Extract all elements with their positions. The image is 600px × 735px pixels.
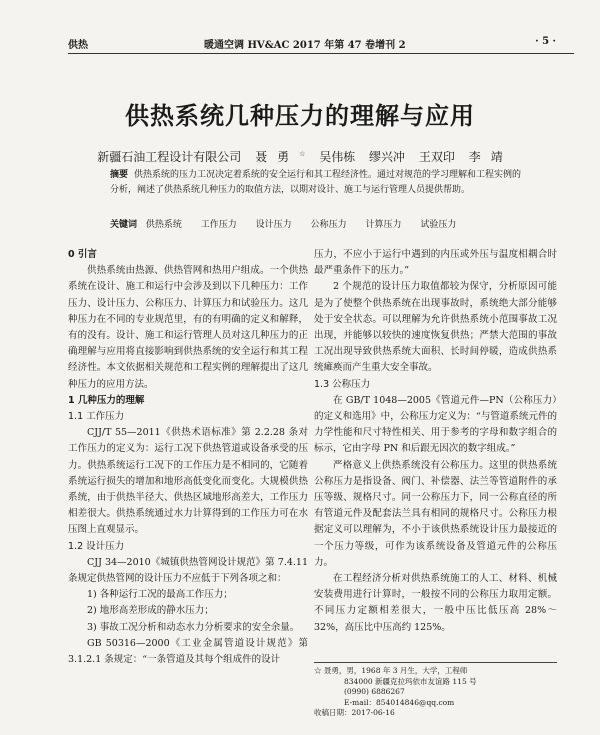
affiliation: 新疆石油工程设计有限公司 bbox=[97, 150, 242, 164]
keyword: 设计压力 bbox=[255, 220, 292, 230]
paragraph: 2 个规范的设计压力取值都较为保守，分析原因可能是为了使整个供热系统在出现事故时，系统绝大部分能够处于安全状态。可以理解为允许供热系统小范围事故工况出现，并能够以较快的速度恢复供热；严禁大范围的事故工况出现导致供热系统大面积、长时间停暖，造成供热系统瘫痪而产生重大安全事故。 bbox=[314, 281, 557, 374]
author-name: 靖 bbox=[490, 150, 503, 164]
abstract-label: 摘要 bbox=[110, 170, 129, 180]
article-title: 供热系统几种压力的理解与应用 bbox=[125, 102, 475, 130]
author-name: 吴伟栋 bbox=[319, 150, 356, 164]
footnote-line: E-mail：854014846@qq.com bbox=[344, 697, 455, 707]
list-item: 2) 地形高差形成的静水压力； bbox=[87, 605, 214, 617]
paragraph: CJJ 34—2010《城镇供热管网设计规范》第 7.4.11条规定供热管网的设计压力不应低于下列各项之和： bbox=[68, 556, 308, 585]
section-heading: 0 引言 bbox=[68, 249, 97, 260]
keyword: 试验压力 bbox=[420, 220, 457, 230]
right-column bbox=[314, 247, 557, 636]
author-footnote bbox=[314, 662, 557, 719]
header-section: 供热 bbox=[68, 40, 88, 51]
paragraph: 在工程经济分析对供热系统施工的人工、材料、机械安装费用进行计算时，一般按不同的公称压力取用定额。不同压力定额相差很大，一般中压比低压高 28%～32%，高压比中压高约 125%。 bbox=[314, 573, 557, 633]
paragraph: CJJ/T 55—2011《供热术语标准》第 2.2.28 条对工作压力的定义为：运行工况下供热管道或设备承受的压力。供热系统运行工况下的工作压力是不相同的，它随着系统运行损失的增加和地形高低变化而变化。大规模供热系统，由于供热半径大、供热区域地形高差大，工作压力相差很大。供热系统通过水力计算得到的工作压力可在水压图上直观显示。 bbox=[68, 427, 308, 536]
author-star-mark: ☆ bbox=[299, 150, 306, 158]
header-journal: 暖通空调 HV&AC 2017 年第 47 卷增刊 2 bbox=[204, 40, 406, 51]
list-item: 3) 事故工况分析和动态水力分析要求的安全余量。 bbox=[87, 621, 300, 633]
paragraph: 严格意义上供热系统没有公称压力。这里的供热系统公称压力是指设备、阀门、补偿器、法兰等管道附件的承压等级、规格尺寸。同一公称压力下，同一公称直径的所有管道元件及配套法兰具有相同的规格尺寸。公称压力根据定义可以理解为，不小于该供热系统设计压力最接近的一个压力等级，可作为该系统设备及管道元件的公称压力。 bbox=[314, 459, 557, 568]
abstract bbox=[110, 168, 530, 198]
keyword: 供热系统 bbox=[145, 220, 182, 230]
footnote-line: ☆ 聂勇，男，1968 年 3 月生，大学，工程师 bbox=[314, 666, 468, 675]
header-page-number: · 5 · bbox=[535, 36, 556, 47]
author-name: 缪兴冲 bbox=[369, 150, 406, 164]
left-column bbox=[68, 247, 308, 668]
keyword: 工作压力 bbox=[200, 220, 237, 230]
keywords bbox=[110, 218, 530, 233]
subsection-heading: 1.1 工作压力 bbox=[68, 411, 125, 423]
author-name: 勇 bbox=[277, 150, 290, 164]
author-line bbox=[0, 148, 600, 165]
footnote-line: (0990) 6886267 bbox=[344, 687, 405, 696]
author-name: 李 bbox=[468, 150, 481, 164]
author-name: 聂 bbox=[255, 150, 268, 164]
footnote-line: 834000 新疆克拉玛依市友谊路 115 号 bbox=[344, 676, 477, 686]
footnote-line: 收稿日期：2017-06-16 bbox=[314, 708, 395, 717]
section-heading: 1 几种压力的理解 bbox=[68, 394, 145, 406]
subsection-heading: 1.2 设计压力 bbox=[68, 540, 125, 552]
subsection-heading: 1.3 公称压力 bbox=[314, 378, 371, 390]
running-header bbox=[68, 36, 568, 52]
keyword: 计算压力 bbox=[365, 220, 402, 230]
keywords-label: 关键词 bbox=[110, 220, 138, 230]
paragraph: 在 GB/T 1048—2005《管道元件—PN（公称压力）的定义和选用》中，公称压力定义为：“与管道系统元件的力学性能和尺寸特性相关、用于参考的字母和数字组合的标示，它由字母 PN 和后跟无因次的数字组成。” bbox=[314, 394, 557, 455]
keyword: 公称压力 bbox=[310, 220, 347, 230]
abstract-text: 供热系统的压力工况决定着系统的安全运行和其工程经济性。通过对规范的学习理解和工程实例的分析，阐述了供热系统几种压力的取值方法，以期对设计、施工与运行管理人员提供帮助。 bbox=[110, 170, 522, 195]
paragraph: GB 50316—2000《工业金属管道设计规范》第 3.1.2.1 条规定：“一条管道及其每个组成件的设计 bbox=[68, 637, 308, 666]
paragraph: 供热系统由热源、供热管网和热用户组成。一个供热系统在设计、施工和运行中会涉及到以下几种压力：工作压力、设计压力、公称压力、计算压力和试验压力。这几种压力在不同的专业规范里，有的有明确的定义和解释，有的没有。设计、施工和运行管理人员对这几种压力的正确理解与应用将直接影响到供热系统的安全运行和其工程经济性。本文依据相关规范和工程实例的理解提出了这几种压力的应用方法。 bbox=[68, 265, 308, 390]
header-rule bbox=[68, 53, 574, 54]
author-name: 王双印 bbox=[418, 150, 455, 164]
paragraph: 压力，不应小于运行中遇到的内压或外压与温度相耦合时最严重条件下的压力。” bbox=[314, 249, 557, 277]
list-item: 1) 各种运行工况的最高工作压力； bbox=[87, 589, 233, 601]
